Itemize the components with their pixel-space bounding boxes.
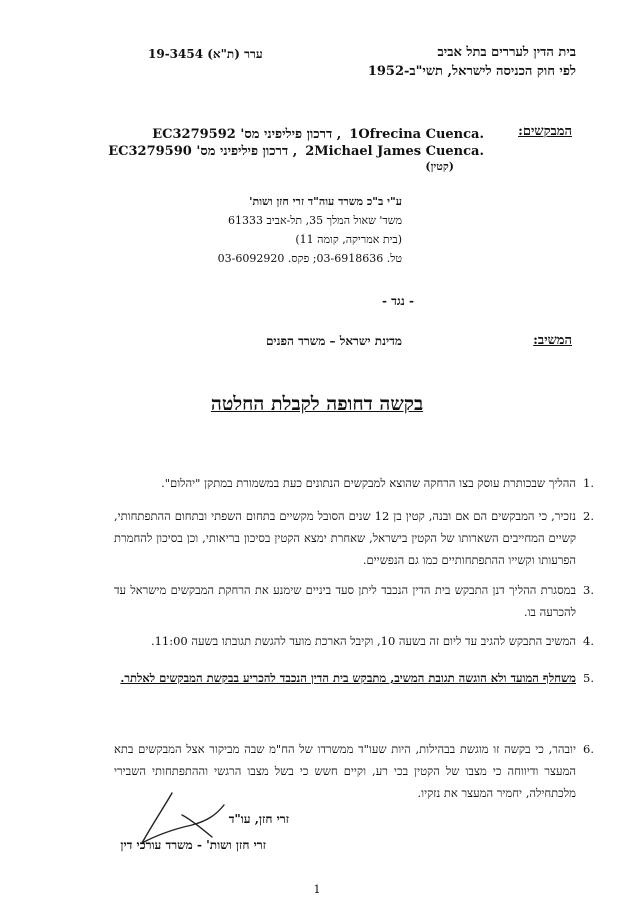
applicant-1-number: .1 [349,127,484,142]
paragraph-4 [114,630,594,652]
applicant-2-minor-note: (קטין) [425,160,454,173]
representation-building: (בית אמריקה, קומה 11) [295,233,402,246]
representation-address: משד' שאול המלך 35, תל-אביב 61333 [227,214,402,227]
applicant-2-number: .2 [305,144,484,159]
paragraph-2 [114,505,594,571]
paragraph-3-number: .3 [583,583,594,597]
signature-name: זרי חזן, עו"ד [228,812,289,826]
paragraph-1-text: ההליך שבכותרת עוסק בצו הרחקה שהוצא למבקשים הנתונים כעת במשמורת במתקן "יהלום". [161,476,576,490]
applicant-1-text: Ofrecina Cuenca, דרכון פיליפיני מס' EC3279592 [152,127,480,142]
paragraph-6-text: יובהר, כי בקשה זו מוגשת בבהילות, היות שעו"ד ממשרדו של הח"מ שבה מביקור אצל המבקשים בתא המעצר ודיווחה כי מצבו של הקטין בכי רע, וקיים חשש כי בשל מצבו הרגשי וההתפתחותי השבירי מלכתחילה, יחמיר המעצר את נזקיו. [114,742,576,800]
applicant-1 [152,126,484,142]
paragraph-1 [114,472,594,494]
paragraph-2-number: .2 [583,509,594,523]
applicants-label: המבקשים: [518,124,572,139]
respondent-label: המשיב: [533,333,572,348]
case-number: ערר (ת"א) 19-3454 [148,47,263,61]
respondent-name: מדינת ישראל – משרד הפנים [265,334,402,348]
versus-label: - נגד - [382,294,414,308]
representation-phone-fax: טל. 03-6918636; פקס. 03-6092920 [217,252,402,265]
applicant-2 [108,143,484,159]
paragraph-6-number: .6 [583,742,594,756]
court-name: בית הדין לעררים בתל אביב [437,45,576,60]
paragraph-2-text: נזכיר, כי המבקשים הם אם ובנה, קטין בן 12 שנים הסובל מקשיים בתחום השפתי ובתחום ההתפתחותי, קשיים המחייבים השארותו של הקטין בישראל, שאחרת ימצא הקטין בסיכון בריאותי, וכן בסיכון להחמרת הפרעותו וקשייו ההתפתחותיים כמו גם הנפשיים. [114,509,576,567]
representation-line-1: ע"י ב"כ משרד עוה"ד זרי חזן ושות' [249,195,402,208]
signature-firm: זרי חזן ושות' - משרד עורכי דין [120,838,266,852]
paragraph-1-number: .1 [583,476,594,490]
paragraph-5 [114,667,594,689]
paragraph-3-text: במסגרת ההליך דנן התבקש בית הדין הנכבד ליתן סעד ביניים שימנע את הרחקת המבקשים מישראל עד להכרעה בו. [114,583,576,619]
paragraph-4-text: המשיב התבקש להגיב עד ליום זה בשעה 10, וקיבל הארכת מועד להגשת תגובתו בשעה 11:00. [150,634,576,648]
paragraph-4-number: .4 [583,634,594,648]
court-law-line: לפי חוק הכניסה לישראל, תשי"ב-1952 [367,64,576,79]
page-number: 1 [313,883,321,896]
paragraph-5-number: .5 [583,671,594,685]
applicant-2-text: Michael James Cuenca, דרכון פיליפיני מס' EC3279590 [108,144,480,159]
paragraph-5-text: משחלף המועד ולא הוגשה תגובת המשיב, מתבקש בית הדין הנכבד להכריע בבקשת המבקשים לאלתר. [120,671,576,685]
paragraph-3 [114,579,594,623]
document-title: בקשה דחופה לקבלת החלטה [210,393,424,415]
